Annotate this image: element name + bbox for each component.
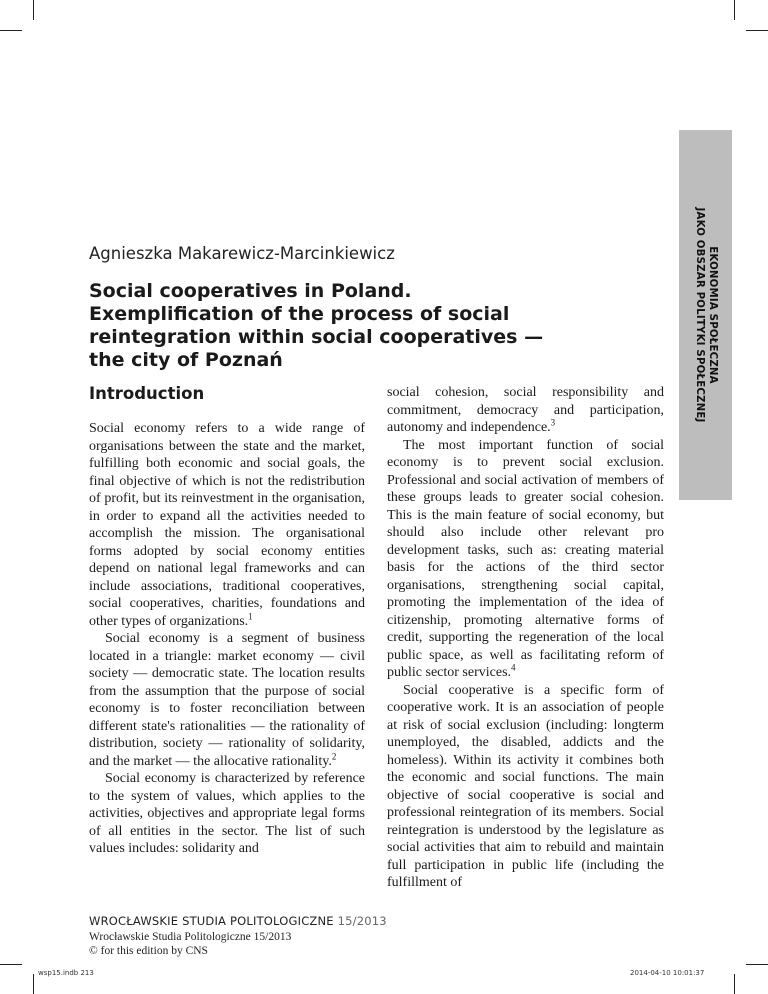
section-tab-label bbox=[679, 130, 732, 500]
paragraph: social cohesion, social responsibility and commitment, democracy and participation, autonomy and independence.$^3$ bbox=[387, 385, 664, 435]
paragraph: Social economy is a segment of business located in a triangle: market economy — civil society — democratic state. The location results from the assumption that the purpose of social economy is to foster reconciliation between different state's rationalities — the rationality of distribution, society — rationality of solidarity, and the market — the allocative rationality.$^2$ bbox=[89, 631, 365, 769]
crop-mark bbox=[746, 30, 768, 31]
crop-mark bbox=[0, 30, 22, 31]
footnote-ref: 2 bbox=[331, 750, 337, 761]
section-heading: Introduction bbox=[89, 384, 205, 403]
copyright-line: © for this edition by CNS bbox=[89, 945, 208, 957]
paragraph: Social cooperative is a specific form of cooperative work. It is an association of people at risk of social exclusion (including: longterm unemployed, the disabled, addicts and the homeless). Within its activity it combines both the economic and social functions. The main objective of social cooperative is social and professional reintegration of its members. Social reintegration is understood by the legislature as social activities that aim to rebuild and maintain full participation in public life (including the fulfillment of bbox=[387, 682, 664, 890]
crop-mark bbox=[734, 974, 735, 994]
footnote-ref: 4 bbox=[511, 662, 516, 673]
footnote-ref: 1 bbox=[248, 610, 253, 621]
crop-mark bbox=[746, 964, 768, 965]
crop-mark bbox=[734, 0, 735, 20]
crop-mark bbox=[0, 964, 22, 965]
paragraph: Social economy refers to a wide range of organisations between the state and the market, fulfilling both economic and social goals, the final objective of which is not the redistribution of profit, but its reinvestment in the organisation, in order to expand all the activities needed to accomplish the mission. The organisational forms adopted by social economy entities depend on national legal frameworks and can include associations, traditional cooperatives, social cooperatives, charities, foundations and other types of organizations.$^1$ bbox=[89, 421, 365, 629]
crop-mark bbox=[33, 974, 34, 994]
text-column-right bbox=[387, 384, 664, 892]
section-tab-line2: JAKO OBSZAR POLITYKI SPOŁECZNEJ bbox=[693, 207, 705, 423]
journal-issue: 15/2013 bbox=[337, 914, 387, 928]
journal-name: WROCŁAWSKIE STUDIA POLITOLOGICZNE 15/2013 bbox=[89, 914, 387, 928]
paragraph: Social economy is characterized by reference to the system of values, which applies to the activities, objectives and appropriate legal forms of all entities in the sector. The list of such values includes: solidarity and bbox=[89, 771, 365, 856]
journal-line: Wrocławskie Studia Politologiczne 15/2013 bbox=[89, 931, 292, 943]
footnote-ref: 3 bbox=[550, 417, 556, 428]
section-tab-line1: EKONOMIA SPOŁECZNA bbox=[706, 246, 718, 384]
author-name: Agnieszka Makarewicz-Marcinkiewicz bbox=[89, 244, 395, 263]
print-slug-file: wsp15.indb 213 bbox=[38, 969, 94, 977]
text-column-left bbox=[89, 420, 365, 858]
article-title: Social cooperatives in Poland. Exemplification of the process of social reintegration within social cooperatives — the city of Poznań bbox=[89, 280, 544, 371]
crop-mark bbox=[33, 0, 34, 20]
paragraph: The most important function of social economy is to prevent social exclusion. Professional and social activation of members of these groups leads to greater social cohesion. This is the main feature of social economy, but should also include other relevant pro development tasks, such as: creating material basis for the actions of the third sector organisations, strengthening social capital, promoting the implementation of the idea of citizenship, promoting alternative forms of credit, supporting the regeneration of the local public space, as well as facilitating reform of public sector services.$^4$ bbox=[387, 437, 664, 680]
print-slug-date: 2014-04-10 10:01:37 bbox=[630, 969, 705, 977]
